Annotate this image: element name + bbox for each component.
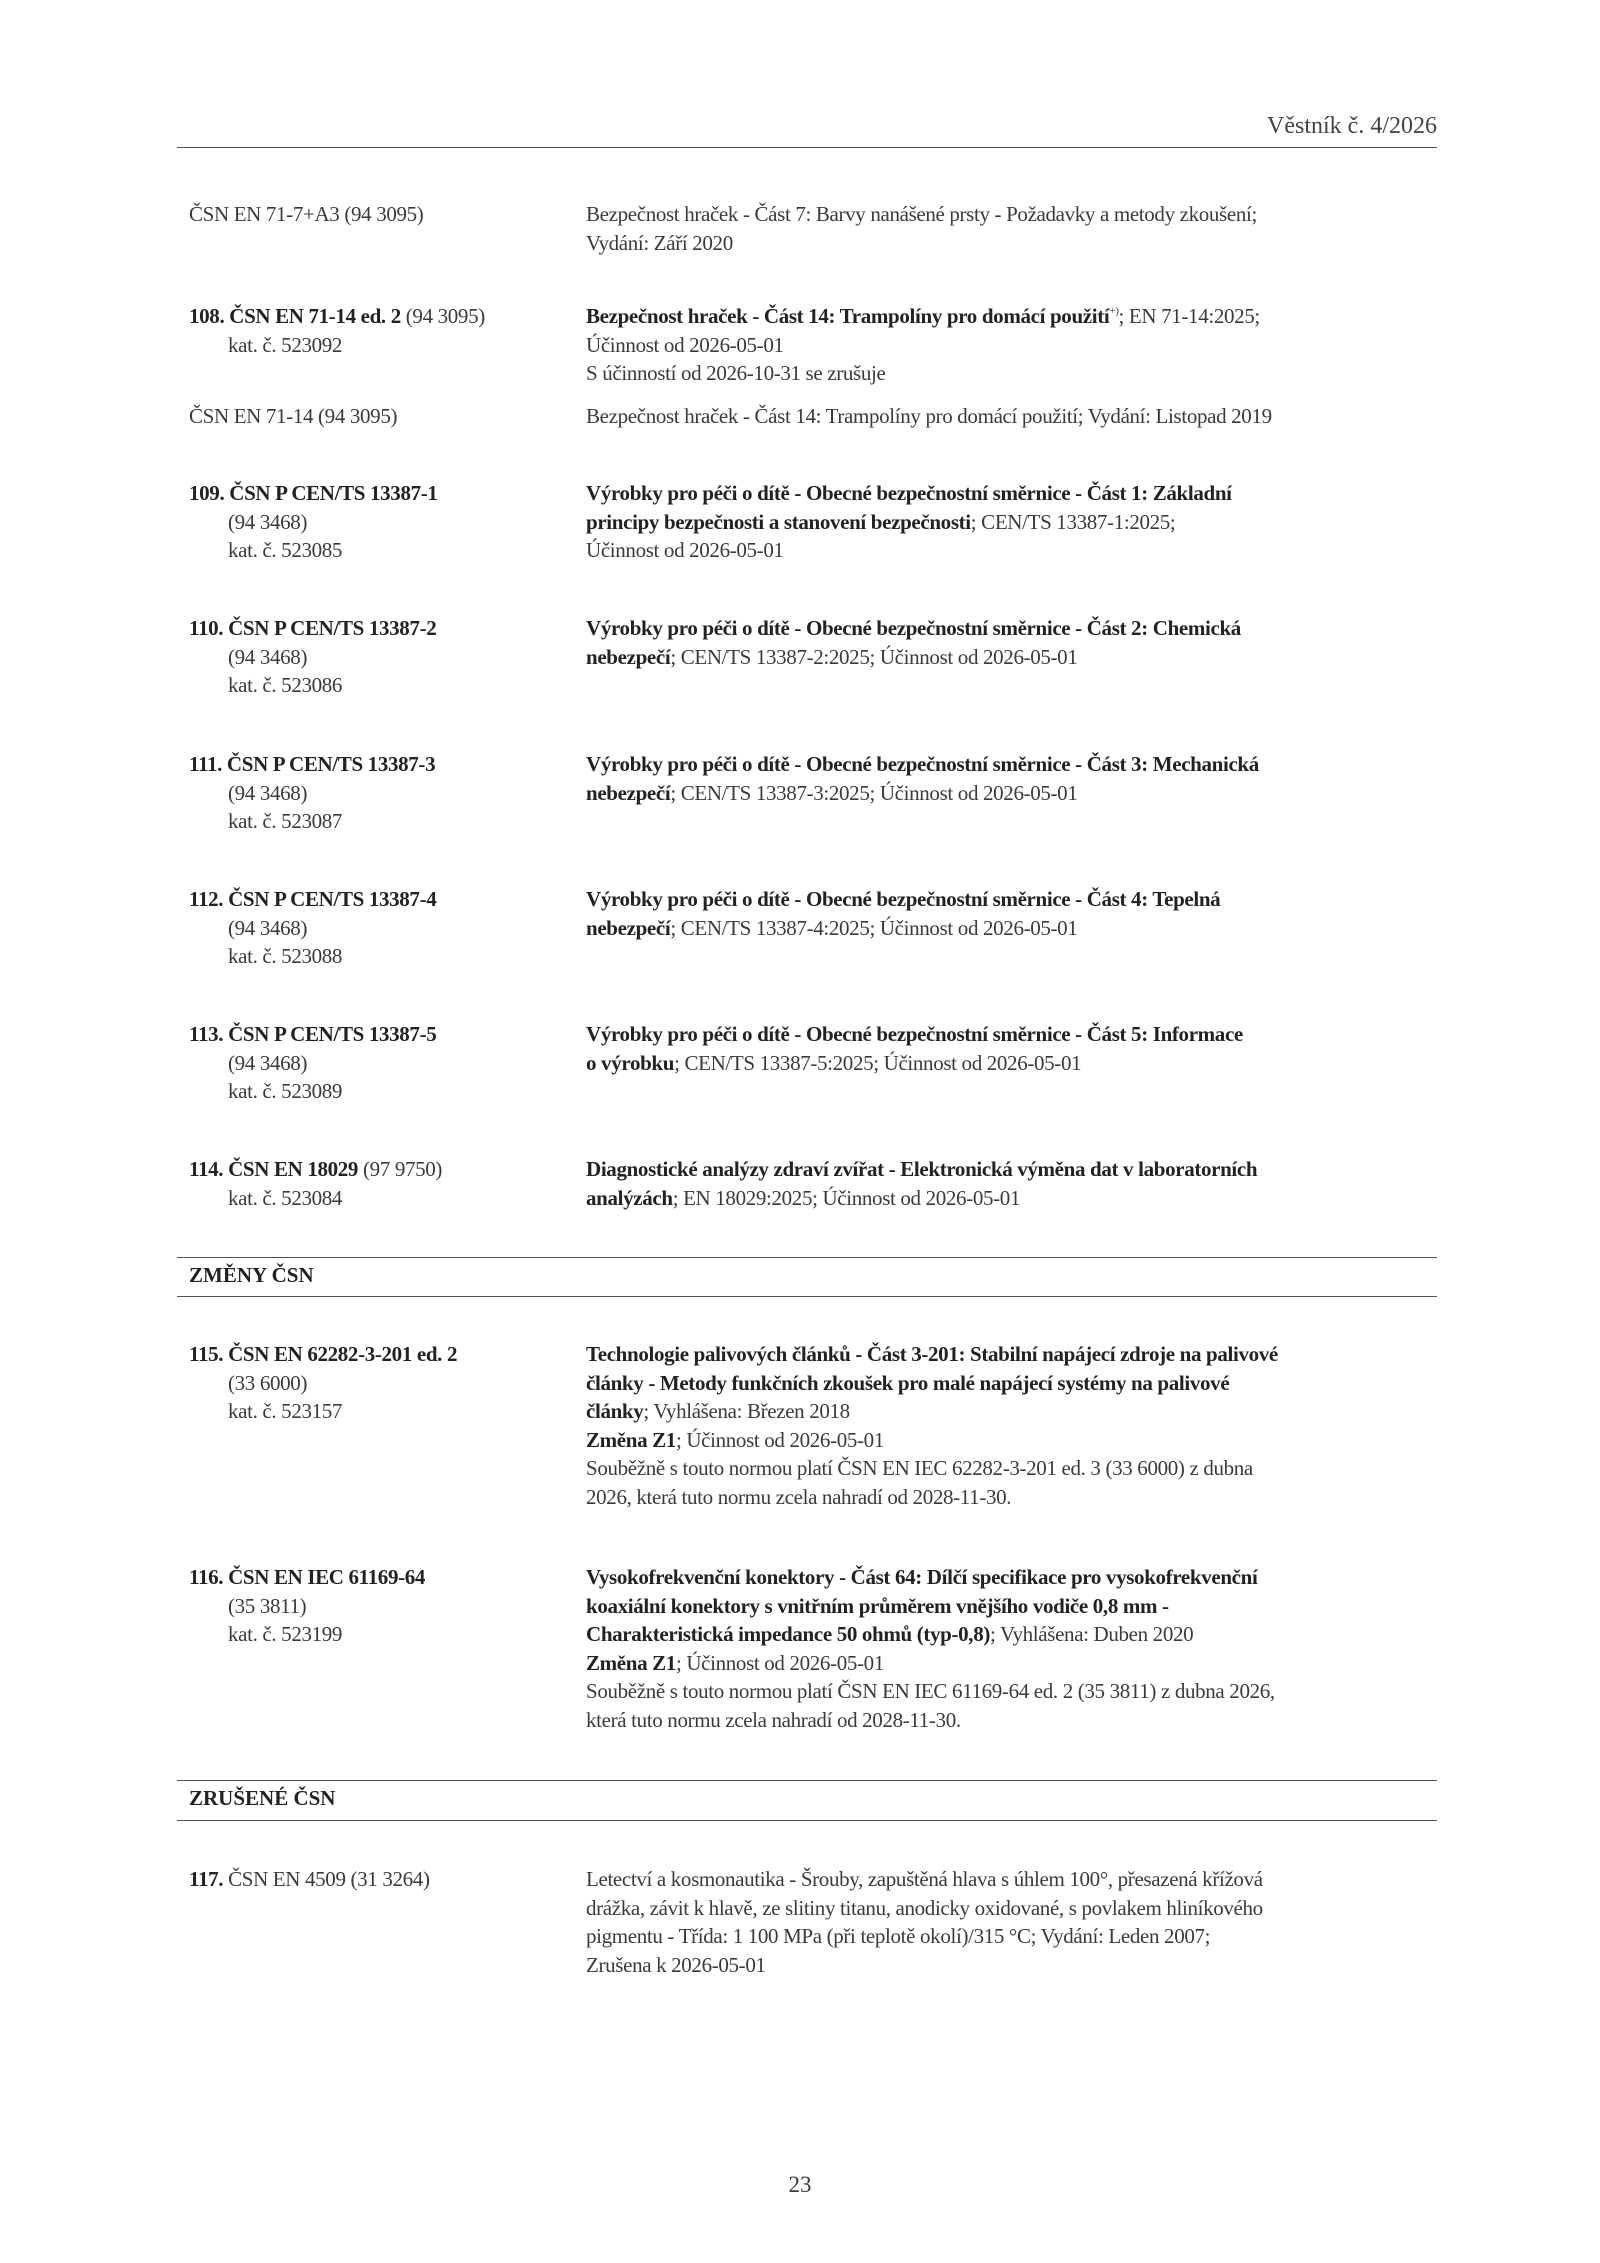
text-segment: (33 6000)	[228, 1370, 308, 1395]
text-line	[189, 1077, 436, 1106]
text-line	[189, 942, 436, 971]
text-segment: 115. ČSN EN 62282-3-201 ed. 2	[189, 1342, 458, 1366]
text-segment: kat. č. 523088	[228, 944, 343, 968]
standard-description	[586, 1563, 1275, 1734]
text-line	[586, 1454, 1278, 1483]
text-segment: 110. ČSN P CEN/TS 13387-2	[189, 616, 437, 640]
standard-designation	[189, 750, 435, 836]
text-line	[189, 536, 438, 565]
text-line	[189, 1340, 457, 1369]
text-segment: Zrušena k 2026-05-01	[586, 1952, 766, 1977]
text-line	[189, 302, 485, 331]
text-segment: Účinnost od 2026-05-01	[586, 538, 784, 562]
text-line	[189, 914, 436, 943]
text-line	[586, 1020, 1243, 1049]
standard-designation	[189, 1563, 425, 1649]
text-segment: 2026, která tuto normu zcela nahradí od 2028-11-30.	[586, 1484, 1012, 1509]
text-segment: kat. č. 523092	[228, 332, 343, 357]
text-line	[189, 200, 423, 229]
text-segment: Bezpečnost hraček - Část 14: Trampolíny pro domácí použití	[586, 304, 1110, 328]
text-line	[586, 200, 1257, 229]
standard-designation	[189, 885, 436, 971]
text-line	[189, 643, 436, 672]
text-segment: 113. ČSN P CEN/TS 13387-5	[189, 1022, 437, 1046]
text-line	[189, 779, 435, 808]
text-segment: ČSN EN 4509 (31 3264)	[223, 1867, 430, 1891]
text-line	[586, 302, 1260, 331]
text-segment: 117.	[189, 1867, 224, 1891]
standard-designation	[189, 200, 423, 229]
text-segment: články - Metody funkčních zkoušek pro malé napájecí systémy na palivové	[586, 1370, 1230, 1395]
text-segment: Vysokofrekvenční konektory - Část 64: Dílčí specifikace pro vysokofrekvenční	[586, 1565, 1258, 1589]
text-segment: 114. ČSN EN 18029	[189, 1157, 359, 1181]
text-line	[189, 1155, 442, 1184]
text-segment: principy bezpečnosti a stanovení bezpečnosti	[586, 509, 971, 534]
standard-description	[586, 479, 1232, 565]
text-segment: kat. č. 523085	[228, 538, 343, 562]
text-line	[189, 1397, 457, 1426]
section-rule	[177, 1296, 1437, 1297]
standard-description	[586, 302, 1260, 388]
standard-designation	[189, 1020, 436, 1106]
standard-description	[586, 750, 1259, 807]
text-line	[586, 1620, 1275, 1649]
text-segment: (94 3468)	[228, 780, 308, 805]
text-line	[586, 1592, 1275, 1621]
text-line	[586, 508, 1232, 537]
text-line	[586, 1397, 1278, 1426]
text-line	[189, 614, 436, 643]
text-segment: Změna Z1	[586, 1650, 676, 1675]
text-segment: kat. č. 523084	[228, 1185, 343, 1210]
text-segment: 109. ČSN P CEN/TS 13387-1	[189, 481, 438, 505]
text-segment: Výrobky pro péči o dítě - Obecné bezpečnostní směrnice - Část 2: Chemická	[586, 616, 1241, 640]
text-segment: (94 3468)	[228, 509, 308, 534]
section-rule	[177, 1780, 1437, 1781]
text-line	[189, 1184, 442, 1213]
section-heading-changes: ZMĚNY ČSN	[189, 1263, 314, 1287]
text-segment: drážka, závit k hlavě, ze slitiny titanu, anodicky oxidované, s povlakem hliníkového	[586, 1895, 1263, 1920]
text-segment: ; CEN/TS 13387-1:2025;	[970, 509, 1176, 534]
page-number: 23	[788, 2172, 812, 2197]
text-segment: (94 3468)	[228, 1050, 308, 1075]
text-segment: Změna Z1	[586, 1427, 676, 1452]
text-segment: Účinnost od 2026-05-01	[586, 332, 784, 357]
text-segment: ; CEN/TS 13387-2:2025; Účinnost od 2026-05-01	[670, 644, 1078, 669]
text-line	[586, 1951, 1263, 1980]
text-line	[189, 885, 436, 914]
text-line	[586, 1049, 1243, 1078]
text-line	[189, 1020, 436, 1049]
text-segment: kat. č. 523157	[228, 1399, 343, 1423]
standard-description	[586, 1865, 1263, 1979]
text-segment: nebezpečí	[586, 915, 671, 940]
text-line	[586, 885, 1220, 914]
text-segment: Charakteristická impedance 50 ohmů (typ-0,8)	[586, 1622, 990, 1646]
text-line	[189, 807, 435, 836]
text-line	[189, 671, 436, 700]
text-segment: ; EN 71-14:2025;	[1118, 304, 1260, 328]
text-segment: Výrobky pro péči o dítě - Obecné bezpečnostní směrnice - Část 5: Informace	[586, 1022, 1243, 1046]
standard-description	[586, 1020, 1243, 1077]
text-line	[189, 331, 485, 360]
text-segment: ; Účinnost od 2026-05-01	[675, 1650, 884, 1675]
text-line	[586, 779, 1259, 808]
standard-designation	[189, 1340, 457, 1426]
text-line	[189, 1620, 425, 1649]
text-line	[586, 1894, 1263, 1923]
standard-description	[586, 402, 1272, 431]
text-segment: (94 3095)	[400, 304, 485, 328]
text-line	[189, 479, 438, 508]
text-segment: ; CEN/TS 13387-3:2025; Účinnost od 2026-05-01	[670, 780, 1078, 805]
footnote-mark: +)	[1109, 305, 1119, 317]
header-rule	[177, 147, 1437, 148]
text-segment: Bezpečnost hraček - Část 14: Trampolíny pro domácí použití; Vydání: Listopad 2019	[586, 404, 1272, 428]
text-segment: ; CEN/TS 13387-5:2025; Účinnost od 2026-05-01	[674, 1050, 1082, 1075]
text-line	[189, 402, 397, 431]
section-rule	[177, 1257, 1437, 1258]
text-line	[189, 1049, 436, 1078]
text-line	[586, 1369, 1278, 1398]
text-segment: ; Vyhlášena: Duben 2020	[990, 1622, 1194, 1646]
text-segment: ČSN EN 71-14 (94 3095)	[189, 404, 398, 428]
text-line	[586, 1563, 1275, 1592]
text-line	[586, 331, 1260, 360]
text-line	[586, 750, 1259, 779]
text-segment: 108. ČSN EN 71-14 ed. 2	[189, 304, 401, 328]
text-segment: Bezpečnost hraček - Část 7: Barvy nanášené prsty - Požadavky a metody zkoušení;	[586, 202, 1257, 226]
text-segment: ; CEN/TS 13387-4:2025; Účinnost od 2026-05-01	[670, 915, 1078, 940]
text-line	[586, 1155, 1257, 1184]
text-segment: ČSN EN 71-7+A3 (94 3095)	[189, 202, 424, 226]
standard-description	[586, 1340, 1278, 1511]
section-heading-cancelled: ZRUŠENÉ ČSN	[189, 1786, 336, 1810]
text-segment: nebezpečí	[586, 780, 671, 805]
text-segment: analýzách	[586, 1185, 673, 1210]
standard-designation	[189, 1865, 430, 1894]
text-segment: Vydání: Září 2020	[586, 230, 733, 255]
text-segment: kat. č. 523086	[228, 673, 343, 697]
text-line	[189, 1563, 425, 1592]
text-line	[189, 1592, 425, 1621]
text-segment: 111. ČSN P CEN/TS 13387-3	[189, 752, 436, 776]
text-line	[586, 536, 1232, 565]
text-segment: Výrobky pro péči o dítě - Obecné bezpečnostní směrnice - Část 4: Tepelná	[586, 887, 1221, 911]
text-line	[586, 1865, 1263, 1894]
text-line	[586, 479, 1232, 508]
text-line	[586, 229, 1257, 258]
bulletin-header: Věstník č. 4/2026	[1267, 113, 1437, 139]
text-segment: která tuto normu zcela nahradí od 2028-11-30.	[586, 1707, 961, 1732]
standard-description	[586, 200, 1257, 257]
text-segment: pigmentu - Třída: 1 100 MPa (při teplotě okolí)/315 °C; Vydání: Leden 2007;	[586, 1924, 1211, 1948]
text-segment: Diagnostické analýzy zdraví zvířat - Elektronická výměna dat v laboratorních	[586, 1157, 1258, 1181]
text-line	[586, 1184, 1257, 1213]
standard-designation	[189, 614, 436, 700]
text-line	[586, 1922, 1263, 1951]
text-segment: (35 3811)	[228, 1593, 307, 1618]
text-segment: (94 3468)	[228, 915, 308, 940]
text-line	[189, 1865, 430, 1894]
text-line	[586, 1677, 1275, 1706]
text-line	[189, 750, 435, 779]
section-rule	[177, 1820, 1437, 1821]
text-segment: koaxiální konektory s vnitřním průměrem vnějšího vodiče 0,8 mm -	[586, 1593, 1169, 1618]
text-segment: kat. č. 523199	[228, 1622, 343, 1646]
text-segment: ; EN 18029:2025; Účinnost od 2026-05-01	[672, 1185, 1021, 1210]
text-segment: kat. č. 523087	[228, 809, 343, 833]
text-line	[586, 1483, 1278, 1512]
standard-description	[586, 614, 1241, 671]
text-segment: Souběžně s touto normou platí ČSN EN IEC 62282-3-201 ed. 3 (33 6000) z dubna	[586, 1456, 1253, 1480]
text-segment: nebezpečí	[586, 644, 671, 669]
text-line	[586, 1426, 1278, 1455]
text-line	[586, 1706, 1275, 1735]
standard-designation	[189, 302, 485, 359]
text-line	[586, 1340, 1278, 1369]
text-segment: Souběžně s touto normou platí ČSN EN IEC 61169-64 ed. 2 (35 3811) z dubna 2026,	[586, 1679, 1275, 1703]
text-segment: Technologie palivových článků - Část 3-201: Stabilní napájecí zdroje na palivové	[586, 1342, 1278, 1366]
text-line	[586, 614, 1241, 643]
standard-description	[586, 885, 1220, 942]
text-segment: ; Účinnost od 2026-05-01	[675, 1427, 884, 1452]
standard-designation	[189, 1155, 442, 1212]
text-line	[189, 508, 438, 537]
text-segment: (97 9750)	[358, 1157, 443, 1181]
text-segment: Výrobky pro péči o dítě - Obecné bezpečnostní směrnice - Část 3: Mechanická	[586, 752, 1259, 776]
text-segment: 116. ČSN EN IEC 61169-64	[189, 1565, 426, 1589]
text-segment: Letectví a kosmonautika - Šrouby, zapuštěná hlava s úhlem 100°, přesazená křížová	[586, 1867, 1263, 1891]
standard-description	[586, 1155, 1257, 1212]
text-line	[586, 643, 1241, 672]
text-segment: Výrobky pro péči o dítě - Obecné bezpečnostní směrnice - Část 1: Základní	[586, 481, 1232, 505]
text-line	[586, 402, 1272, 431]
text-segment: 112. ČSN P CEN/TS 13387-4	[189, 887, 437, 911]
text-line	[586, 914, 1220, 943]
text-segment: kat. č. 523089	[228, 1079, 343, 1103]
text-line	[586, 359, 1260, 388]
text-segment: články	[586, 1399, 644, 1423]
text-segment: S účinností od 2026-10-31 se zrušuje	[586, 361, 886, 385]
standard-designation	[189, 479, 438, 565]
text-line	[586, 1649, 1275, 1678]
text-segment: (94 3468)	[228, 644, 308, 669]
text-segment: o výrobku	[586, 1050, 675, 1075]
text-segment: ; Vyhlášena: Březen 2018	[643, 1399, 850, 1423]
standard-designation	[189, 402, 397, 431]
text-line	[189, 1369, 457, 1398]
